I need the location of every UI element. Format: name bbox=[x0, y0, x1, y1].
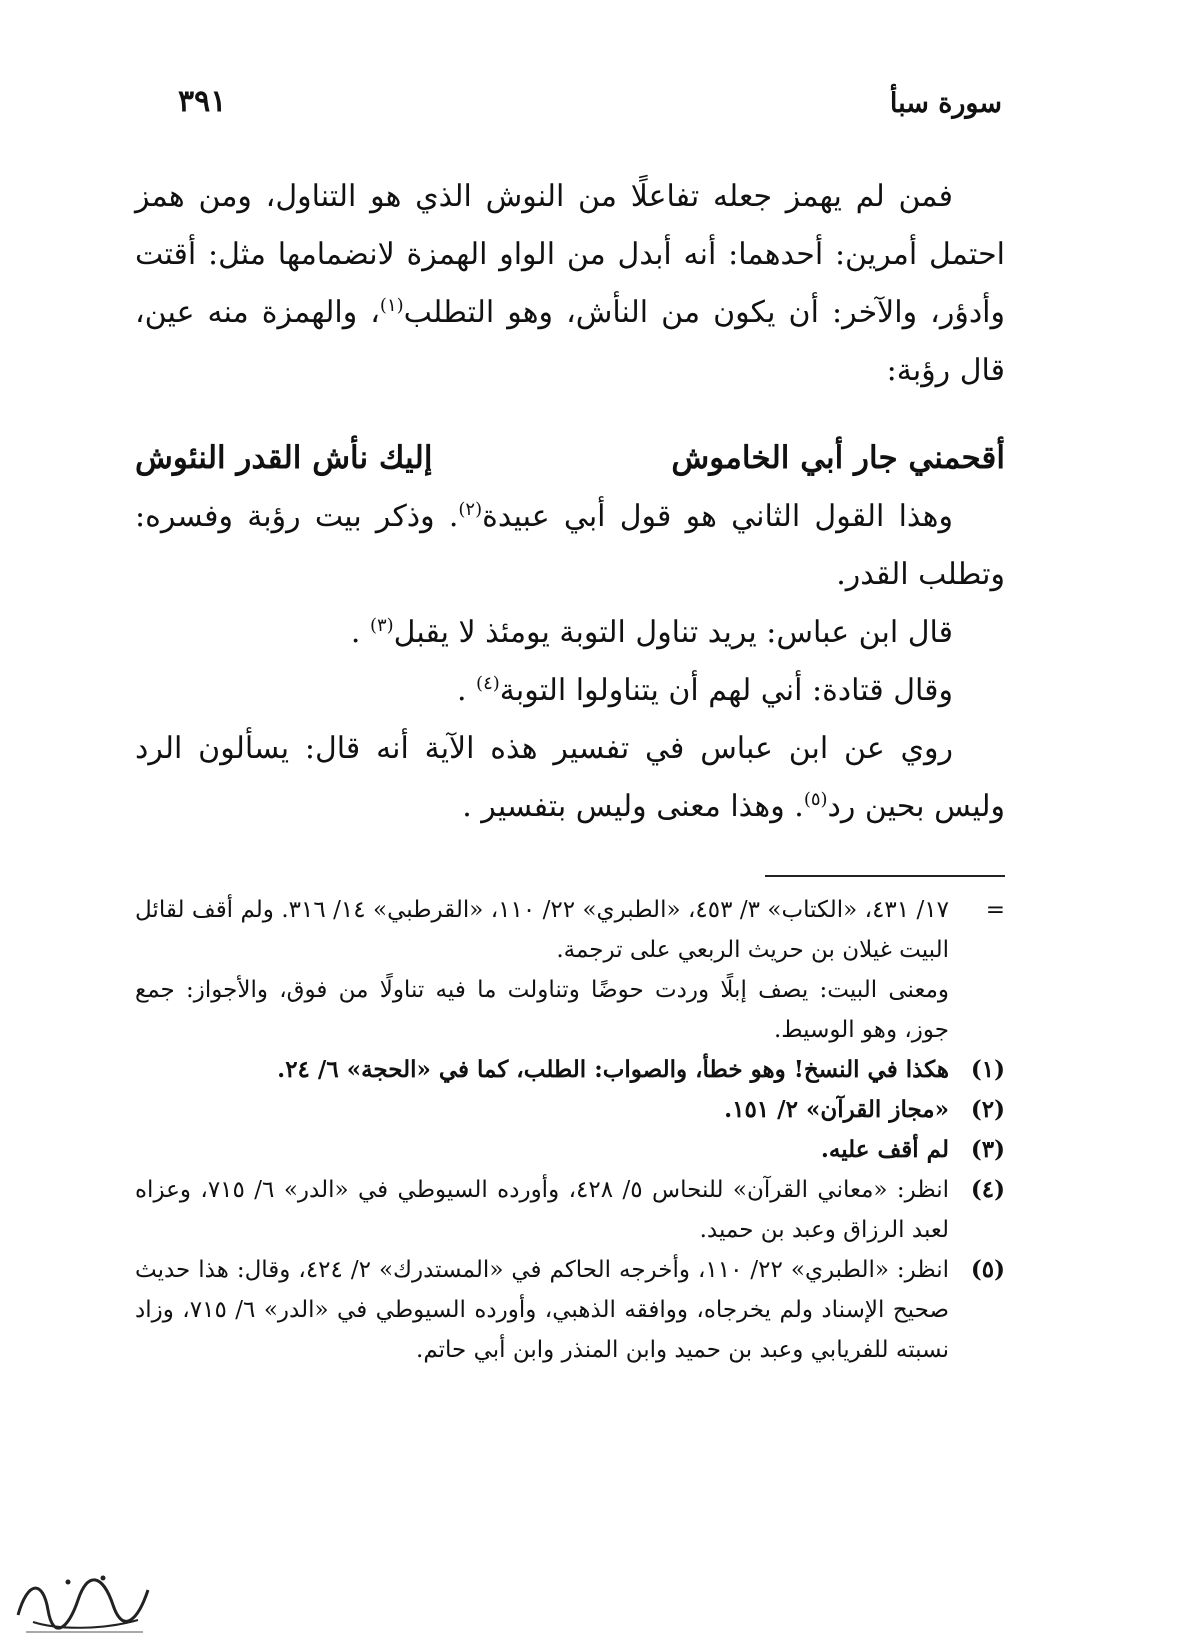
continuation-marker: = bbox=[985, 897, 1005, 923]
paragraph-5: روي عن ابن عباس في تفسير هذه الآية أنه قال: يسألون الرد وليس بحين رد$^{(٥)}$. وهذا معنى وليس بتفسير . bbox=[135, 731, 1005, 824]
main-text-block-2 bbox=[135, 488, 1005, 836]
paragraph-1: فمن لم يهمز جعله تفاعلًا من النوش الذي هو التناول، ومن همز احتمل أمرين: أحدهما: أنه أبدل من الواو الهمزة لانضمامها مثل: أقتت وأدؤر، والآخر: أن يكون من النأش، وهو التطلب$^{(١)}$، والهمزة منه عين، قال رؤبة: bbox=[135, 179, 1005, 388]
footnote-item bbox=[135, 1130, 1005, 1170]
paragraph-3: قال ابن عباس: يريد تناول التوبة يومئذ لا يقبل$^{(٣)}$ . bbox=[350, 615, 953, 650]
footnote-number: (٥) bbox=[970, 1256, 1005, 1283]
surah-title: سورة سبأ bbox=[889, 88, 1002, 119]
footnote-separator bbox=[765, 875, 1005, 877]
verse-second-hemistich: إليك نأش القدر النئوش bbox=[135, 440, 433, 476]
paragraph-4: وقال قتادة: أني لهم أن يتناولوا التوبة$^{(٤)}$ . bbox=[456, 673, 953, 708]
footnote-item bbox=[135, 1250, 1005, 1370]
footnote-text: لم أقف عليه. bbox=[820, 1136, 949, 1163]
footnote-ref-4: (٤) bbox=[476, 673, 500, 694]
footnote-item bbox=[135, 1050, 1005, 1090]
continuation-text-1: ١٧/ ٤٣١، «الكتاب» ٣/ ٤٥٣، «الطبري» ٢٢/ ١١٠، «القرطبي» ١٤/ ٣١٦. ولم أقف لقائل البيت غيلان بن حريث الربعي على ترجمة. bbox=[135, 897, 950, 963]
footnote-item bbox=[135, 1090, 1005, 1130]
footnote-item bbox=[135, 1170, 1005, 1250]
footnote-ref-2: (٢) bbox=[458, 499, 483, 520]
footnote-text: انظر: «الطبري» ٢٢/ ١١٠، وأخرجه الحاكم في «المستدرك» ٢/ ٤٢٤، وقال: هذا حديث صحيح الإسناد ولم يخرجاه، ووافقه الذهبي، وأورده السيوطي في «الدر» ٦/ ٧١٥، وزاد نسبته للفريابي وعبد بن حميد وابن المنذر وابن أبي حاتم. bbox=[135, 1257, 949, 1363]
footnote-continuation bbox=[135, 890, 1005, 1050]
page-number: ٣٩١ bbox=[178, 84, 227, 119]
footnote-number: (٣) bbox=[970, 1136, 1005, 1163]
footnotes bbox=[135, 890, 1005, 1370]
footnote-text: انظر: «معاني القرآن» للنحاس ٥/ ٤٢٨، وأورده السيوطي في «الدر» ٦/ ٧١٥، وعزاه لعبد الرزاق وعبد بن حميد. bbox=[135, 1177, 950, 1243]
footnote-text: هكذا في النسخ! وهو خطأ، والصواب: الطلب، كما في «الحجة» ٦/ ٢٤. bbox=[277, 1056, 949, 1083]
footnote-ref-5: (٥) bbox=[803, 789, 828, 810]
library-logo bbox=[8, 1560, 158, 1640]
continuation-text-2: ومعنى البيت: يصف إبلًا وردت حوضًا وتناولت ما فيه تناولًا من فوق، والأجواز: جمع جوز، وهو الوسيط. bbox=[135, 977, 949, 1043]
footnote-number: (٢) bbox=[970, 1096, 1005, 1123]
footnote-ref-1: (١) bbox=[379, 295, 404, 316]
footnote-number: (٤) bbox=[970, 1176, 1005, 1203]
main-text-block-1 bbox=[135, 168, 1005, 400]
footnote-text: «مجاز القرآن» ٢/ ١٥١. bbox=[724, 1096, 949, 1123]
verse-first-hemistich: أقحمني جار أبي الخاموش bbox=[671, 440, 1005, 476]
paragraph-2: وهذا القول الثاني هو قول أبي عبيدة$^{(٢)}$. وذكر بيت رؤبة وفسره: وتطلب القدر. bbox=[135, 499, 1005, 592]
footnote-number: (١) bbox=[970, 1056, 1005, 1083]
footnote-ref-3: (٣) bbox=[369, 615, 394, 636]
